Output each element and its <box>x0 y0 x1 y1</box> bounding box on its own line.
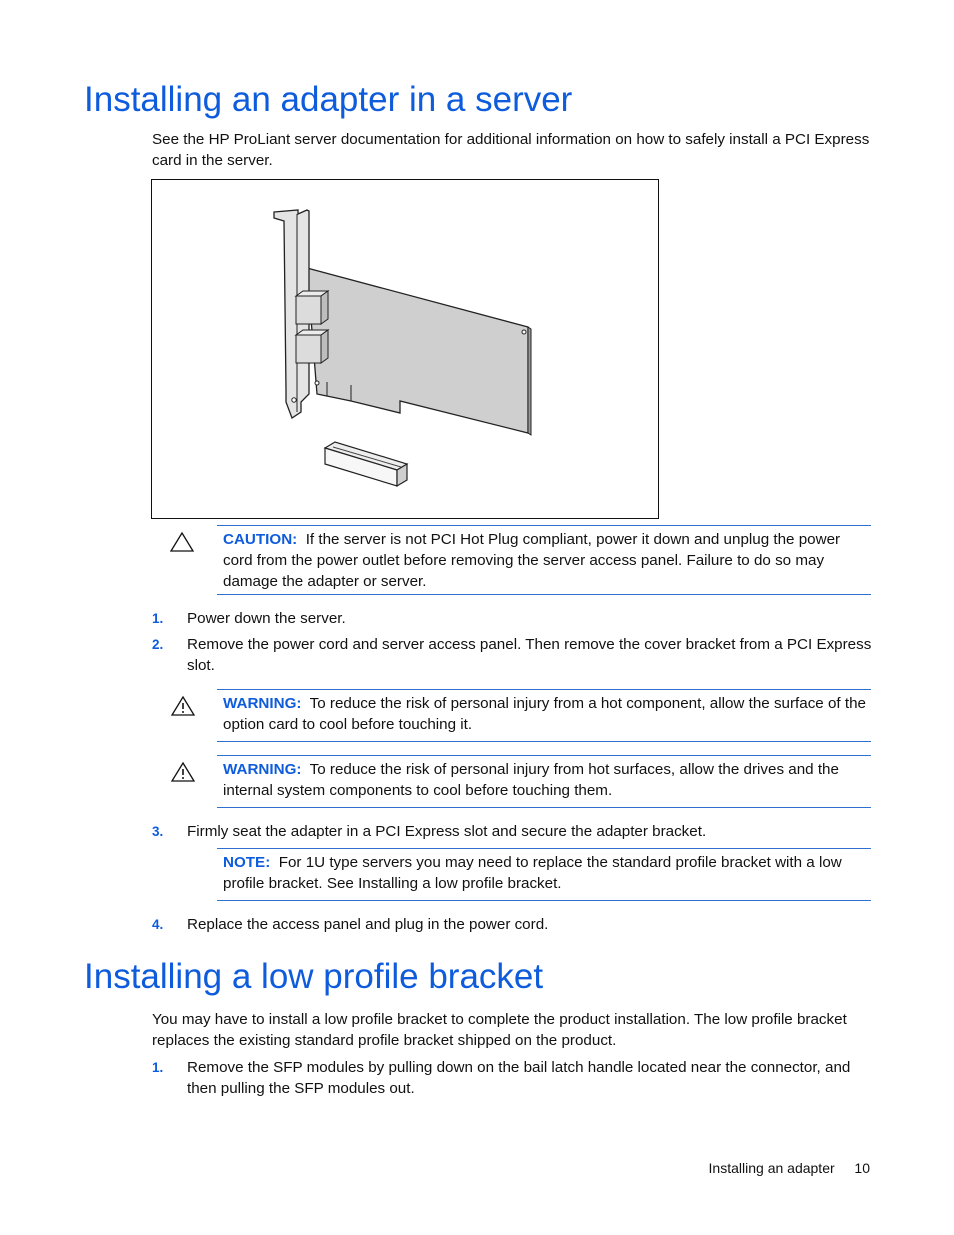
note-text: For 1U type servers you may need to replace the standard profile bracket with a low profile bracket. See Installing a low profile bracket. <box>223 854 842 892</box>
step-number: 1. <box>152 611 164 626</box>
step-text: Remove the SFP modules by pulling down on the bail latch handle located near the connector, and then pulling the SFP modules out. <box>187 1059 851 1097</box>
caution-label: CAUTION: <box>223 531 298 548</box>
footer-page-number: 10 <box>854 1160 870 1176</box>
adapter-figure <box>151 179 659 519</box>
caution-box <box>217 525 871 595</box>
warning-label: WARNING: <box>223 695 302 712</box>
section-title-installing-adapter: Installing an adapter in a server <box>84 80 573 119</box>
step-number: 2. <box>152 637 164 652</box>
step-number: 1. <box>152 1060 164 1075</box>
warning-box <box>217 689 871 742</box>
warning-triangle-icon <box>170 760 196 784</box>
step-text: Remove the power cord and server access panel. Then remove the cover bracket from a PCI Express slot. <box>187 636 872 674</box>
step-text: Firmly seat the adapter in a PCI Express slot and secure the adapter bracket. <box>187 823 707 840</box>
caution-triangle-icon <box>169 530 195 554</box>
note-label: NOTE: <box>223 854 271 871</box>
warning-label: WARNING: <box>223 761 302 778</box>
section-intro: You may have to install a low profile bracket to complete the product installation. The low profile bracket replaces the existing standard profile bracket shipped on the product. <box>152 1011 847 1049</box>
section-title-low-profile-bracket: Installing a low profile bracket <box>84 957 544 996</box>
footer-section-name: Installing an adapter <box>708 1160 835 1176</box>
caution-text: If the server is not PCI Hot Plug compliant, power it down and unplug the power cord from the power outlet before removing the server access panel. Failure to do so may damage the adapter or server. <box>223 531 841 590</box>
pci-adapter-illustration <box>152 180 657 517</box>
step-text: Power down the server. <box>187 610 346 627</box>
step-text: Replace the access panel and plug in the power cord. <box>187 916 549 933</box>
sfp-port-bottom <box>296 335 321 363</box>
warning-text: To reduce the risk of personal injury from a hot component, allow the surface of the option card to cool before touching it. <box>223 695 866 733</box>
step-number: 3. <box>152 824 164 839</box>
page-footer <box>600 1159 870 1177</box>
warning-box <box>217 755 871 808</box>
step-number: 4. <box>152 917 164 932</box>
sfp-port-top <box>296 296 321 324</box>
note-box <box>217 848 871 901</box>
warning-triangle-icon <box>170 694 196 718</box>
pci-card-board <box>307 268 528 433</box>
section-intro: See the HP ProLiant server documentation for additional information on how to safely install a PCI Express card in the server. <box>152 131 870 169</box>
warning-text: To reduce the risk of personal injury from hot surfaces, allow the drives and the internal system components to cool before touching them. <box>223 761 839 799</box>
